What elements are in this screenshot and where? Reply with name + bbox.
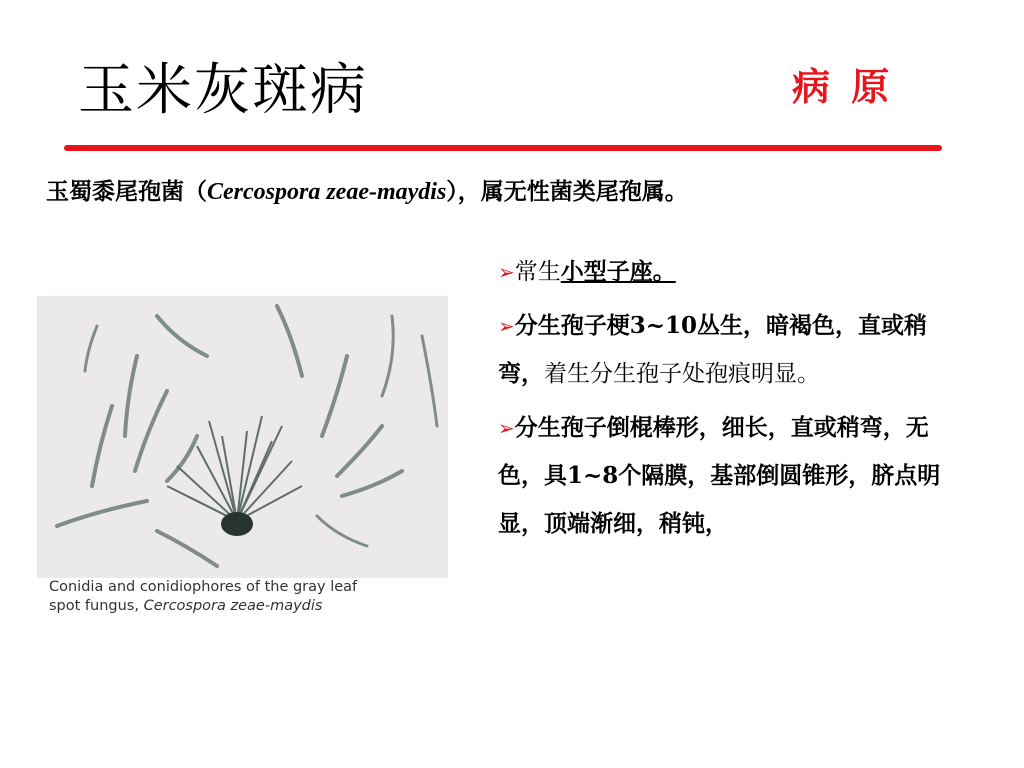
caption-line-2-prefix: spot fungus, [49,598,144,614]
bullet-conidia [498,404,968,548]
bullet-2-bold: 分生孢子梗3~10丛生，暗褐色，直或稍弯， [498,312,928,387]
arrow-bullet-icon: ➢ [498,416,515,440]
caption-line-2 [49,597,448,616]
bullet-1-prefix: 常生 [514,259,561,285]
bullet-stroma [498,248,968,296]
figure-caption [37,578,448,616]
micrograph-image [37,296,448,578]
arrow-bullet-icon: ➢ [498,314,515,338]
intro-paragraph [46,170,926,214]
slide-title: 玉米灰斑病 [78,58,368,123]
micrograph-figure [37,296,448,616]
title-divider [64,145,942,151]
bullet-2-normal: 着生分生孢子处孢痕明显。 [544,361,820,387]
bullet-conidiophores [498,302,968,398]
section-label: 病 原 [792,64,894,109]
arrow-bullet-icon: ➢ [498,260,515,284]
intro-text-1: 玉蜀黍尾孢菌（ [46,178,207,205]
intro-text-2: ），属无性菌类尾孢属。 [446,178,688,205]
description-list [498,248,968,554]
intro-latin-name: Cercospora zeae-maydis [207,179,447,205]
caption-line-1: Conidia and conidiophores of the gray leaf [49,579,358,595]
bullet-3-bold: 分生孢子倒棍棒形，细长，直或稍弯，无色，具1~8个隔膜，基部倒圆锥形，脐点明显，顶端渐细，稍钝， [498,414,941,537]
caption-latin-name: Cercospora zeae-maydis [143,598,323,614]
bullet-1-underlined: 小型子座。 [560,258,676,285]
